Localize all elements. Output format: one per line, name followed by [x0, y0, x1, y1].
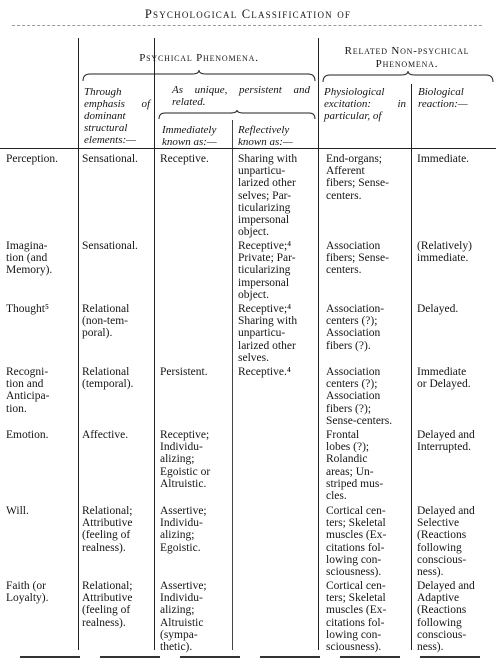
header-reflectively: Reflectively known as:— — [238, 124, 293, 148]
cell-physiological: Cortical cen- ters; Skeletal muscles (Ex- citations fol- lowing con- sciousness). — [326, 505, 387, 579]
cell-biological: Delayed and Selective (Reactions following conscious- ness). — [417, 505, 475, 579]
header-dominant: Through emphasis of dominant structural elements:— — [84, 86, 150, 146]
cell-physiological: Cortical cen- ters; Skeletal muscles (Ex- citations fol- lowing con- sciousness). — [326, 580, 387, 654]
cell-immediate: Receptive; Individu- alizing; Egoistic or Altruistic. — [160, 429, 211, 490]
cell-immediate: Receptive. — [160, 153, 209, 165]
title-rule — [12, 25, 482, 26]
header-physiological: Physiological excitation: in particular, of — [324, 86, 406, 122]
cell-physiological: Association- centers (?); Association fibers (?). — [326, 303, 385, 352]
row-label-imagination: Imagina- tion (and Memory). — [6, 240, 53, 277]
column-rule-thin — [232, 120, 233, 650]
cell-reflective: Receptive;⁴ Sharing with unparticu- larized other selves. — [238, 303, 298, 364]
cell-structural: Relational; Attributive (feeling of realness). — [82, 505, 133, 554]
cell-physiological: Association centers (?); Association fibers (?); Sense-centers. — [326, 366, 393, 427]
cell-structural: Affective. — [82, 429, 129, 441]
header-non-psychical: Related Non-psychical Phenomena. — [344, 45, 470, 70]
cell-physiological: Association fibers; Sense- centers. — [326, 240, 389, 277]
header-psychical: Psychical Phenomena. — [139, 52, 259, 64]
page-title: Psychological Classification of — [144, 7, 352, 21]
header-rule — [0, 148, 496, 149]
column-rule-3 — [318, 38, 319, 650]
header-unique: As unique, persistent and related. — [172, 84, 310, 108]
cell-biological: Delayed. — [417, 303, 459, 315]
cell-reflective: Sharing with unparticu- larized other selves; Par- ticularizing impersonal object. — [238, 153, 298, 239]
header-immediately: Immediately known as:— — [162, 124, 217, 148]
cell-structural: Relational (non-tem- poral). — [82, 303, 130, 340]
row-label-will: Will. — [6, 505, 29, 517]
row-label-thought: Thought⁵ — [6, 303, 49, 315]
brace-unique — [158, 110, 316, 120]
cell-structural: Sensational. — [82, 153, 138, 165]
cell-biological: Delayed and Adaptive (Reactions following conscious- ness). — [417, 580, 475, 654]
cell-structural: Relational (temporal). — [82, 366, 134, 391]
cell-reflective: Receptive.⁴ — [238, 366, 291, 378]
cell-biological: Delayed and Interrupted. — [417, 429, 475, 454]
brace-psychical — [82, 70, 316, 82]
page-bottom-marks — [20, 654, 480, 660]
cell-structural: Sensational. — [82, 240, 138, 252]
cell-physiological: End-organs; Afferent fibers; Sense- centers. — [326, 153, 389, 202]
row-label-emotion: Emotion. — [6, 429, 49, 441]
cell-biological: Immediate. — [417, 153, 470, 165]
row-label-perception: Perception. — [6, 153, 59, 165]
cell-biological: Immediate or Delayed. — [417, 366, 471, 391]
cell-immediate: Persistent. — [160, 366, 208, 378]
brace-non-psychical — [322, 71, 494, 83]
cell-structural: Relational; Attributive (feeling of realness). — [82, 580, 133, 629]
row-label-faith: Faith (or Loyalty). — [6, 580, 49, 605]
cell-physiological: Frontal lobes (?); Rolandic areas; Un- striped mus- cles. — [326, 429, 384, 503]
column-rule-2 — [154, 38, 155, 650]
row-label-recognition: Recogni- tion and Anticipa- tion. — [6, 366, 50, 415]
header-biological: Biological reaction:— — [418, 86, 468, 110]
cell-biological: (Relatively) immediate. — [417, 240, 472, 265]
cell-reflective: Receptive;⁴ Private; Par- ticularizing impersonal object. — [238, 240, 296, 301]
cell-immediate: Assertive; Individu- alizing; Egoistic. — [160, 505, 207, 554]
column-rule-1 — [78, 38, 79, 650]
cell-immediate: Assertive; Individu- alizing; Altruistic (sympa- thetic). — [160, 580, 207, 654]
column-rule-4 — [411, 84, 412, 650]
